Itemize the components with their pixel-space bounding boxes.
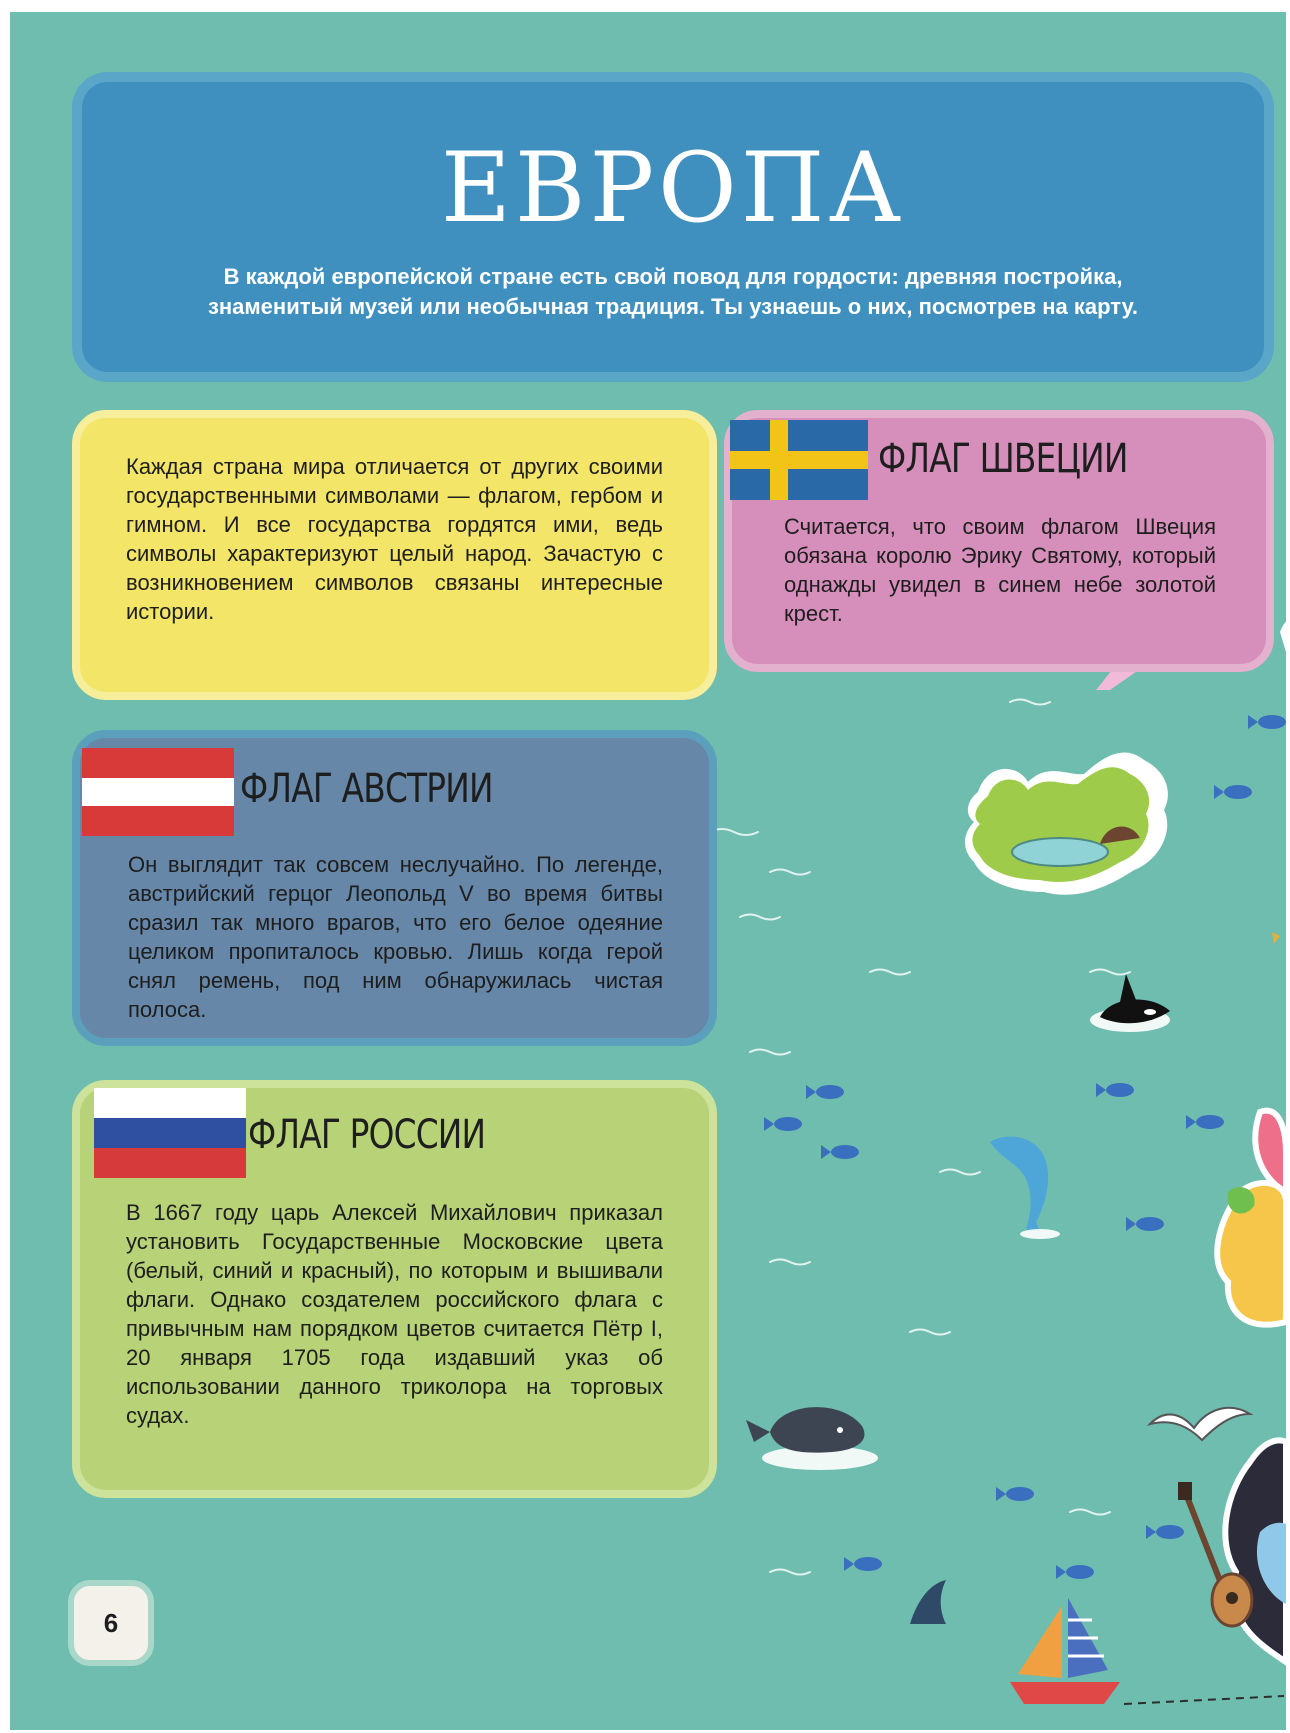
sweden-flag bbox=[730, 420, 868, 500]
sweden-flag-title: ФЛАГ ШВЕЦИИ bbox=[878, 436, 1128, 482]
iceland-island bbox=[965, 753, 1168, 895]
sweden-flag-box bbox=[724, 410, 1274, 672]
orca-icon bbox=[1090, 974, 1170, 1032]
page-number: 6 bbox=[68, 1580, 154, 1666]
page-title: ЕВРОПА bbox=[440, 132, 906, 244]
austria-flag-text: Он выглядит так совсем неслучайно. По легенде, австрийский герцог Леопольд V во время битвы сразил так много врагов, что его белое одеяние целиком пропиталось кровью. Лишь когда герой снял ремень, под ним обнаружилась чистая полоса. bbox=[128, 852, 663, 1022]
sweden-flag-text: Считается, что своим флагом Швеция обязана королю Эрику Святому, который однажды увидел в синем небе золотой крест. bbox=[784, 514, 1216, 626]
right-edge-land bbox=[1217, 622, 1286, 1662]
sweden-flag-cross-horizontal bbox=[730, 451, 868, 469]
page bbox=[10, 12, 1286, 1730]
austria-flag-box bbox=[72, 730, 717, 1046]
symbols-info-text: Каждая страна мира отличается от других своими государственными символами — флагом, гербом и гимном. И все государства гордятся ими, ведь символы характеризуют целый народ. Зачастую с возникновением символов связаны интересные истории. bbox=[126, 454, 663, 624]
austria-flag-title: ФЛАГ АВСТРИИ bbox=[240, 766, 493, 812]
shark-fin-icon bbox=[910, 1580, 946, 1624]
intro-text: В каждой европейской стране есть свой повод для гордости: древняя постройка, знаменитый музей или необычная традиция. Ты узнаешь о них, посмотрев на карту. bbox=[207, 264, 1139, 319]
russia-flag-title: ФЛАГ РОССИИ bbox=[248, 1112, 486, 1158]
header-panel bbox=[72, 72, 1274, 382]
symbols-info-box bbox=[72, 410, 717, 700]
seagull-icon bbox=[1150, 1408, 1250, 1440]
russia-flag-text: В 1667 году царь Алексей Михайлович приказал установить Государственные Московские цвета (белый, синий и красный), по которым и вышивали флаги. Однако создателем российского флага с привычным нам порядком цветов считается Пётр I, 20 января 1705 года издавший указ об использовании данного триколора на торговых судах. bbox=[126, 1200, 663, 1428]
dolphin-icon bbox=[990, 1136, 1060, 1239]
russia-flag-box bbox=[72, 1080, 717, 1498]
whale-icon bbox=[746, 1407, 878, 1470]
russia-flag bbox=[94, 1088, 246, 1178]
austria-flag bbox=[82, 748, 234, 836]
